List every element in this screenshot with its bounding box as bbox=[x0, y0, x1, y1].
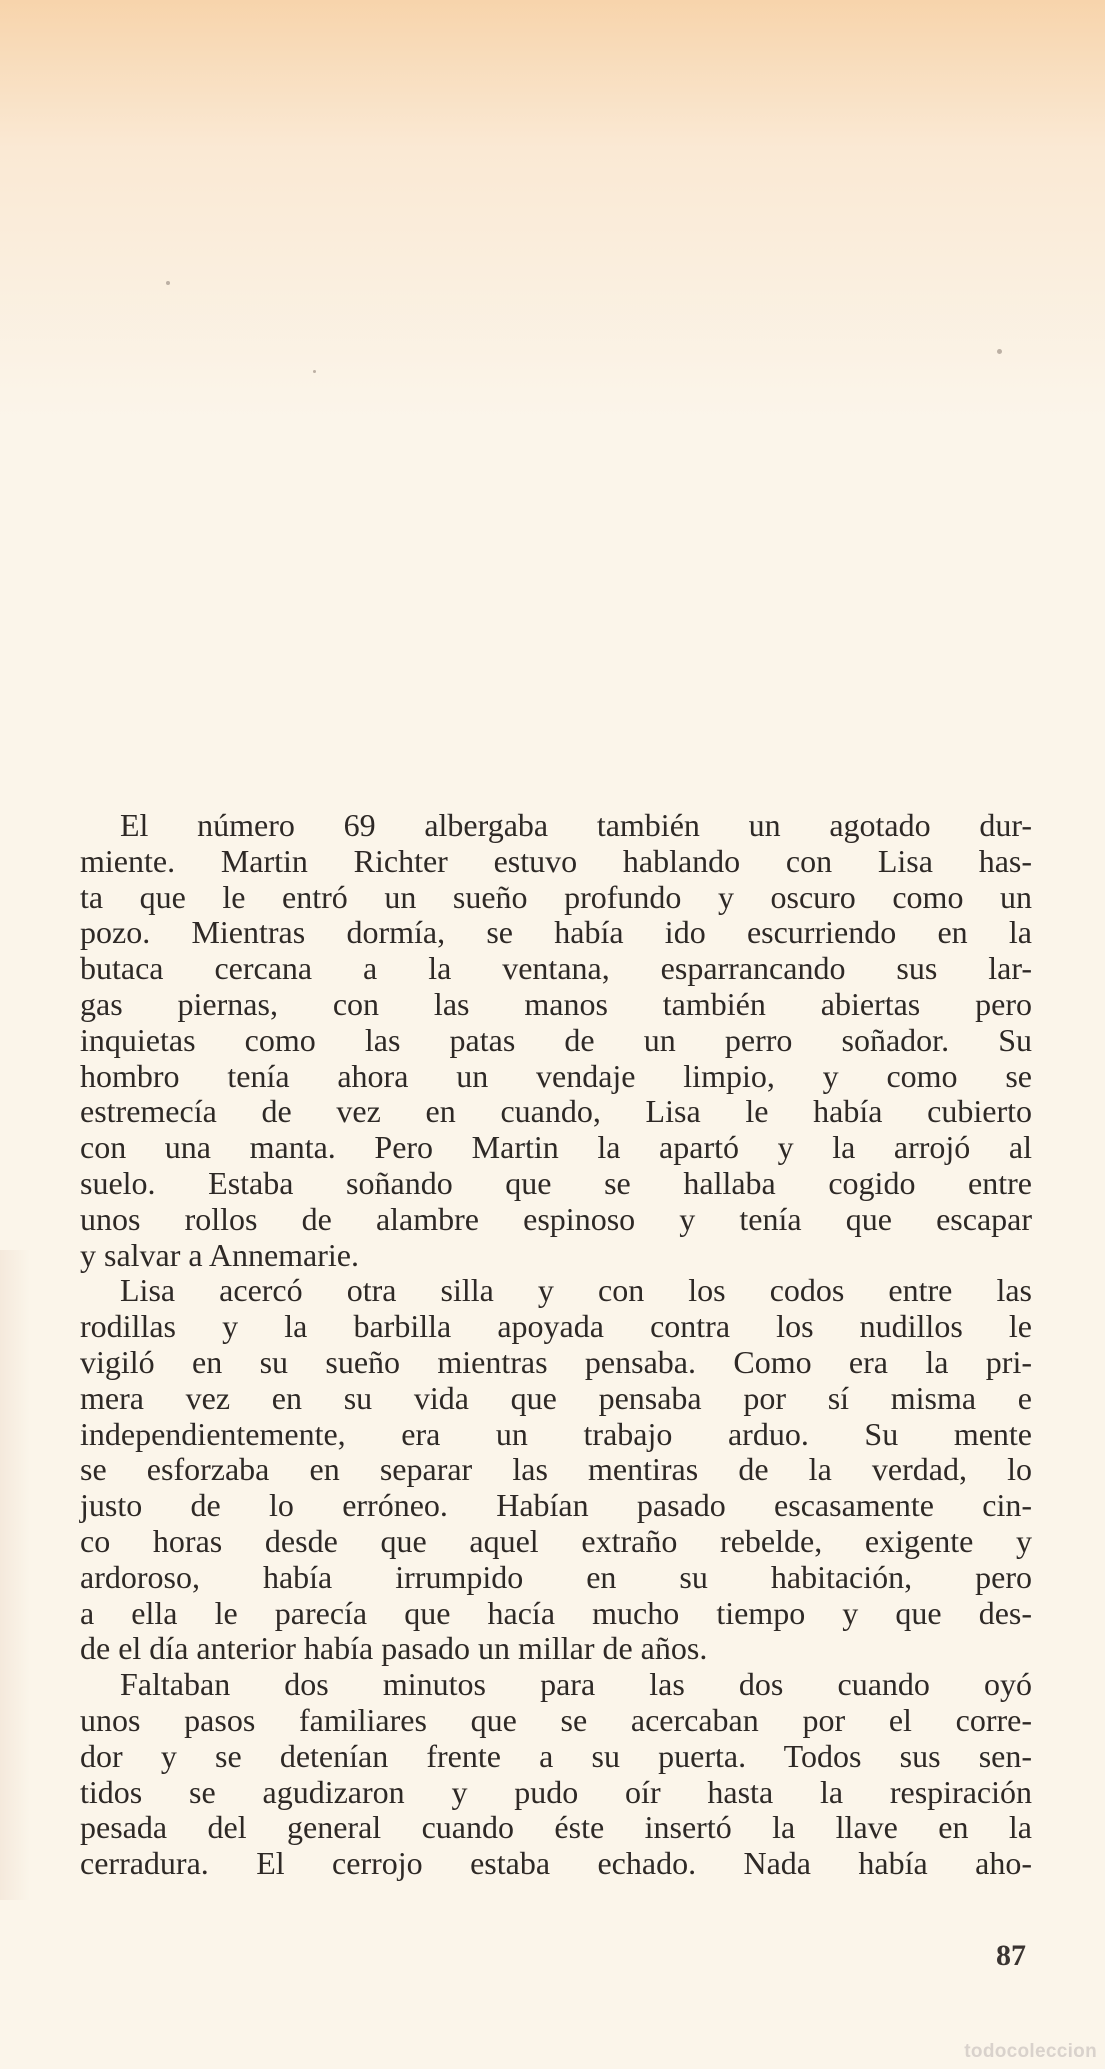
paragraph bbox=[80, 1667, 1032, 1882]
text-line: suelo. Estaba soñando que se hallaba cogido entre bbox=[80, 1164, 1032, 1201]
text-line: se esforzaba en separar las mentiras de la verdad, lo bbox=[80, 1451, 1032, 1488]
text-line: a ella le parecía que hacía mucho tiempo y que des- bbox=[80, 1594, 1032, 1631]
paper-speck bbox=[997, 349, 1002, 354]
text-line: co horas desde que aquel extraño rebelde, exigente y bbox=[80, 1522, 1032, 1559]
text-line: independientemente, era un trabajo arduo. Su mente bbox=[80, 1415, 1032, 1452]
text-line: Faltaban dos minutos para las dos cuando oyó bbox=[120, 1666, 1032, 1703]
text-line: hombro tenía ahora un vendaje limpio, y como se bbox=[80, 1057, 1032, 1094]
body-text bbox=[80, 808, 1032, 1882]
paper-speck bbox=[166, 281, 170, 285]
text-line: pozo. Mientras dormía, se había ido escurriendo en la bbox=[80, 914, 1032, 951]
text-line: inquietas como las patas de un perro soñador. Su bbox=[80, 1021, 1032, 1058]
page-edge-shading bbox=[0, 1250, 30, 1900]
text-line: vigiló en su sueño mientras pensaba. Como era la pri- bbox=[80, 1343, 1032, 1380]
page-top-discoloration bbox=[0, 0, 1105, 420]
text-line: pesada del general cuando éste insertó la llave en la bbox=[80, 1809, 1032, 1846]
text-line: butaca cercana a la ventana, esparrancando sus lar- bbox=[80, 950, 1032, 987]
text-line: de el día anterior había pasado un millar de años. bbox=[80, 1630, 708, 1667]
text-line: cerradura. El cerrojo estaba echado. Nada había aho- bbox=[80, 1845, 1032, 1882]
text-line: justo de lo erróneo. Habían pasado escasamente cin- bbox=[80, 1487, 1032, 1524]
text-line: miente. Martin Richter estuvo hablando con Lisa has- bbox=[80, 842, 1032, 879]
text-line: unos rollos de alambre espinoso y tenía que escapar bbox=[80, 1200, 1032, 1237]
paper-speck bbox=[313, 370, 316, 373]
text-line: con una manta. Pero Martin la apartó y la arrojó al bbox=[80, 1129, 1032, 1166]
text-line: Lisa acercó otra silla y con los codos entre las bbox=[120, 1272, 1032, 1309]
text-line: gas piernas, con las manos también abiertas pero bbox=[80, 985, 1032, 1022]
text-line: y salvar a Annemarie. bbox=[80, 1236, 359, 1273]
paragraph bbox=[80, 808, 1032, 1273]
text-line: rodillas y la barbilla apoyada contra los nudillos le bbox=[80, 1308, 1032, 1345]
text-line: estremecía de vez en cuando, Lisa le había cubierto bbox=[80, 1093, 1032, 1130]
page-number: 87 bbox=[996, 1939, 1026, 1972]
paragraph bbox=[80, 1273, 1032, 1667]
text-line: ardoroso, había irrumpido en su habitación, pero bbox=[80, 1558, 1032, 1595]
text-line: dor y se detenían frente a su puerta. Todos sus sen- bbox=[80, 1737, 1032, 1774]
text-line: unos pasos familiares que se acercaban por el corre- bbox=[80, 1701, 1032, 1738]
watermark: todocoleccion bbox=[964, 2041, 1097, 2062]
text-line: El número 69 albergaba también un agotado dur- bbox=[120, 807, 1032, 843]
text-line: tidos se agudizaron y pudo oír hasta la respiración bbox=[80, 1773, 1032, 1810]
text-line: ta que le entró un sueño profundo y oscuro como un bbox=[80, 878, 1032, 915]
text-line: mera vez en su vida que pensaba por sí misma e bbox=[80, 1379, 1032, 1416]
